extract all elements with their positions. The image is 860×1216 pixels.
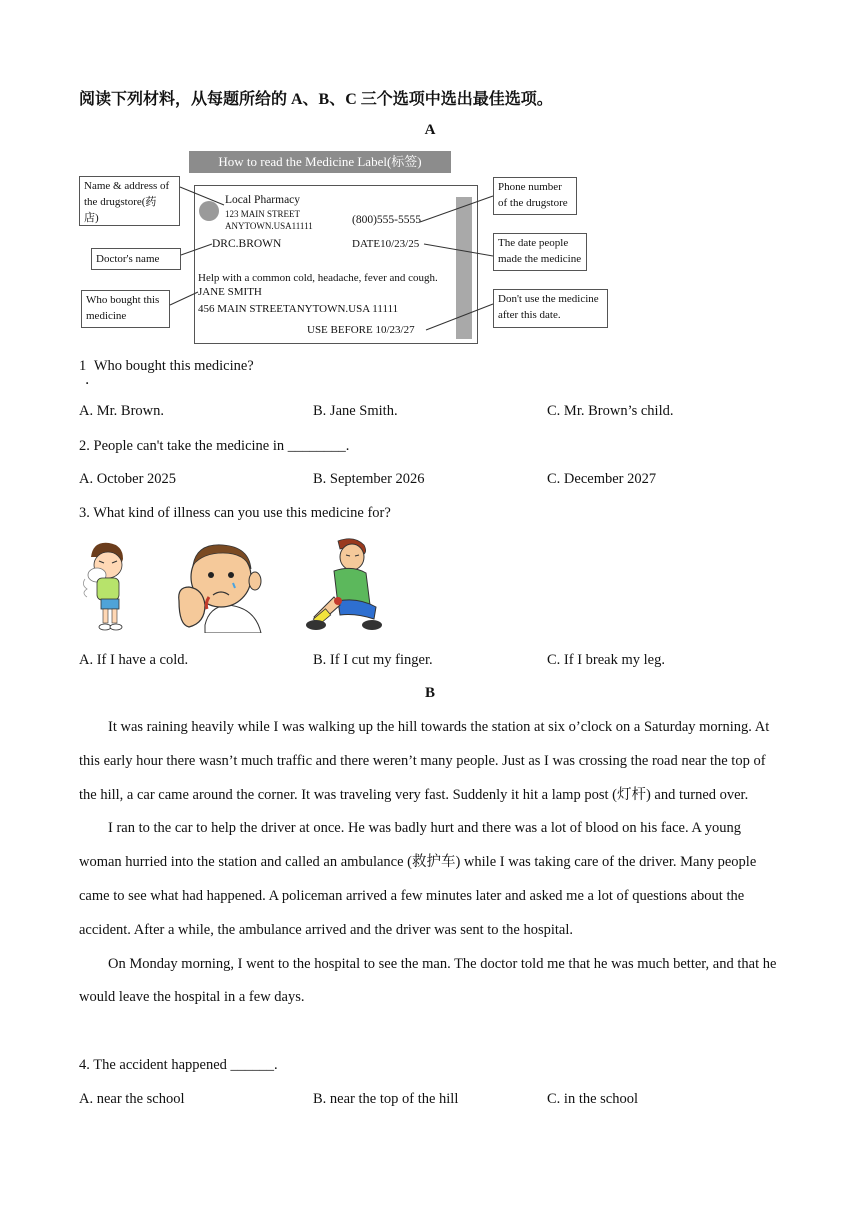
question-1 [79, 358, 254, 375]
patient-address: 456 MAIN STREETANYTOWN.USA 11111 [198, 303, 399, 315]
passage-b-paragraph-2: I ran to the car to help the driver at once. He was badly hurt and there was a lot of blood on his face. A young woman hurried into the station and called an ambulance (救护车) while I was taking care of the driver. Many people came to see what had happened. A policeman arrived a few minutes later and asked me a lot of questions about the accident. After a while, the ambulance arrived and the driver was sent to the hospital. [79, 820, 757, 938]
q4-option-a[interactable]: A. near the school [79, 1091, 185, 1107]
callout-buyer-line1: Who bought this [86, 294, 160, 306]
question-1-dot: ． [85, 373, 99, 388]
q1-option-c[interactable]: C. Mr. Brown’s child. [547, 403, 674, 419]
question-4: 4. The accident happened ______. [79, 1057, 278, 1073]
q3-option-a[interactable]: A. If I have a cold. [79, 652, 189, 668]
passage-b [79, 711, 784, 1015]
q3-option-b[interactable]: B. If I cut my finger. [313, 652, 433, 668]
boy-with-broken-leg-illustration [304, 535, 382, 635]
passage-b-paragraph-1: It was raining heavily while I was walking up the hill towards the station at six o’clock on a Saturday morning. At this early hour there wasn’t much traffic and there weren’t many people. Just as I was crossing the road near the top of the hill, a car came around the corner. It was traveling very fast. Suddenly it hit a lamp post (灯杆) and turned over. [79, 719, 770, 803]
q2-option-b[interactable]: B. September 2026 [313, 471, 425, 487]
callout-phone-line2: of the drugstore [498, 197, 568, 209]
pharmacy-town: ANYTOWN.USA11111 [225, 221, 313, 231]
medicine-use: Help with a common cold, headache, fever and cough. [198, 272, 438, 284]
doctor-name: DRC.BROWN [212, 238, 282, 250]
use-before-date: USE BEFORE 10/23/27 [307, 324, 415, 336]
callout-drugstore-line1: Name & address of [84, 180, 170, 192]
q2-option-c[interactable]: C. December 2027 [547, 471, 657, 487]
boy-with-cold-illustration [79, 539, 135, 633]
q2-option-a[interactable]: A. October 2025 [79, 471, 177, 487]
made-date: DATE10/23/25 [352, 238, 420, 250]
callout-date-line2: made the medicine [498, 253, 582, 265]
section-a-heading: A [424, 122, 436, 138]
callout-phone-line1: Phone number [498, 181, 562, 193]
boy-with-cut-finger-illustration [175, 539, 265, 633]
pharmacy-street: 123 MAIN STREET [225, 209, 300, 219]
callout-drugstore-line3: 店) [84, 212, 99, 224]
callout-connector-lines [0, 0, 860, 360]
instruction: 阅读下列材料，从每题所给的 A、B、C 三个选项中选出最佳选项。 [79, 91, 553, 108]
pharmacy-name: Local Pharmacy [225, 194, 301, 206]
callout-buyer-line2: medicine [86, 310, 127, 322]
q3-option-c[interactable]: C. If I break my leg. [547, 652, 665, 668]
question-1-text: Who bought this medicine? [93, 358, 254, 374]
pharmacy-phone: (800)555-5555 [352, 214, 421, 226]
q1-option-a[interactable]: A. Mr. Brown. [79, 403, 164, 419]
q4-option-c[interactable]: C. in the school [547, 1091, 639, 1107]
q4-option-b[interactable]: B. near the top of the hill [313, 1091, 459, 1107]
callout-doctor-line: Doctor's name [96, 253, 160, 265]
section-b-heading: B [424, 685, 435, 701]
question-1-number: 1 [79, 358, 87, 374]
q1-option-b[interactable]: B. Jane Smith. [313, 403, 398, 419]
callout-date-line1: The date people [498, 237, 569, 249]
passage-b-paragraph-3: On Monday morning, I went to the hospital to see the man. The doctor told me that he was much better, and that he would leave the hospital in a few days. [79, 955, 777, 1006]
callout-expiry-line1: Don't use the medicine [498, 293, 599, 305]
patient-name: JANE SMITH [198, 286, 262, 298]
question-2: 2. People can't take the medicine in ________. [79, 438, 350, 454]
question-3: 3. What kind of illness can you use this medicine for? [79, 505, 391, 521]
callout-drugstore-line2: the drugstore(药 [84, 196, 157, 208]
callout-expiry-line2: after this date. [498, 309, 561, 321]
label-title: How to read the Medicine Label(标签) [189, 151, 451, 173]
